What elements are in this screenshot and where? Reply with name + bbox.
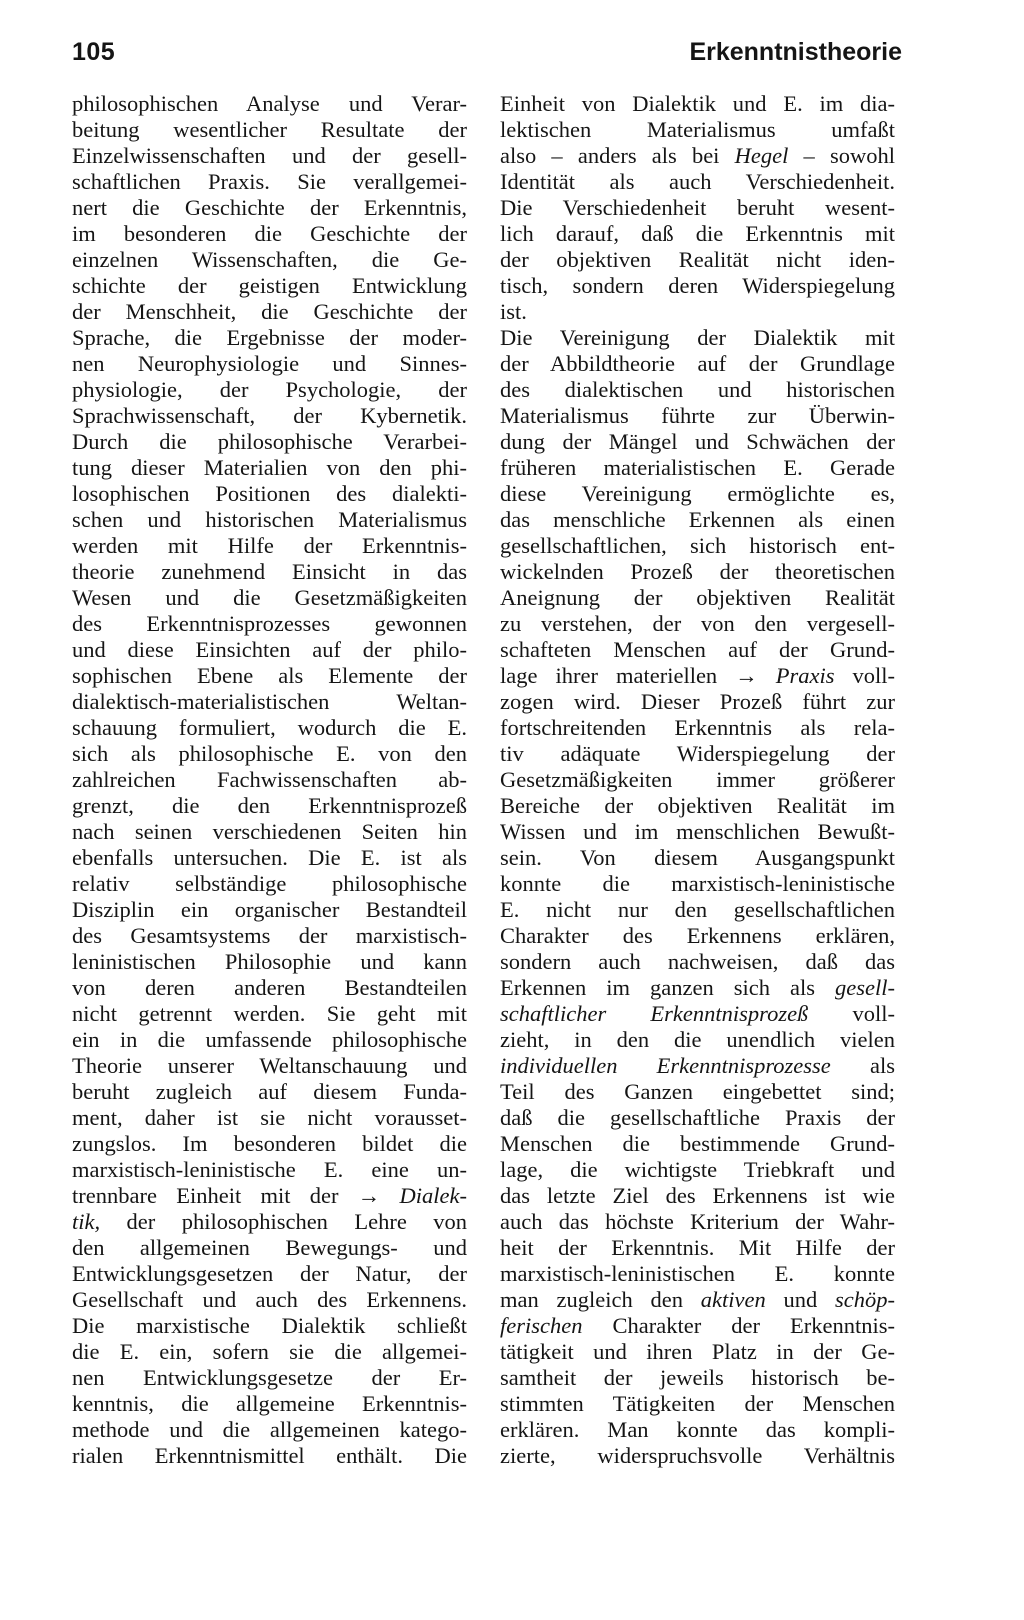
text-line — [72, 221, 467, 247]
text-line — [72, 143, 467, 169]
text-run: der Menschheit, die Geschichte der — [72, 299, 467, 324]
text-run: nen Neurophysiologie und Sinnes- — [72, 351, 467, 376]
text-line — [500, 1365, 895, 1391]
text-run: physiologie, der Psychologie, der — [72, 377, 467, 402]
running-head: Erkenntnistheorie — [689, 38, 902, 66]
text-line — [500, 1417, 895, 1443]
text-run: trennbare Einheit mit der → — [72, 1183, 400, 1208]
text-run: sich als philosophische E. von den — [72, 741, 467, 766]
text-line — [72, 741, 467, 767]
text-run: ment, daher ist sie nicht vorausset- — [72, 1105, 467, 1130]
text-line — [500, 559, 895, 585]
text-run: auch das höchste Kriterium der Wahr- — [500, 1209, 895, 1234]
text-run: Sprache, die Ergebnisse der moder- — [72, 325, 467, 350]
text-line — [500, 871, 895, 897]
text-run: beitung wesentlicher Resultate der — [72, 117, 467, 142]
text-run: im besonderen die Geschichte der — [72, 221, 467, 246]
text-run: Charakter der Erkenntnis- — [582, 1313, 895, 1338]
text-run: Menschen die bestimmende Grund- — [500, 1131, 895, 1156]
text-run: Disziplin ein organischer Bestandteil — [72, 897, 467, 922]
text-line — [72, 1417, 467, 1443]
text-line — [72, 377, 467, 403]
text-run: beruht zugleich auf diesem Funda- — [72, 1079, 467, 1104]
text-run: ein in die umfassende philosophische — [72, 1027, 467, 1052]
text-line — [500, 195, 895, 221]
text-line — [72, 897, 467, 923]
text-run: nert die Geschichte der Erkenntnis, — [72, 195, 467, 220]
text-run: Charakter des Erkennens erklären, — [500, 923, 895, 948]
text-run: Einzelwissenschaften und der gesell- — [72, 143, 467, 168]
text-run: der Abbildtheorie auf der Grundlage — [500, 351, 895, 376]
text-line — [72, 845, 467, 871]
text-run: nen Entwicklungsgesetze der Er- — [72, 1365, 467, 1390]
text-line — [72, 1287, 467, 1313]
text-line — [72, 169, 467, 195]
text-line — [500, 1131, 895, 1157]
text-run: das menschliche Erkennen als einen — [500, 507, 895, 532]
text-run: – sowohl — [788, 143, 895, 168]
italic-term: individuellen Erkenntnisprozesse — [500, 1053, 831, 1078]
text-run: einzelnen Wissenschaften, die Ge- — [72, 247, 467, 272]
text-line — [72, 429, 467, 455]
text-line — [72, 481, 467, 507]
text-line — [500, 143, 895, 169]
text-run: ebenfalls untersuchen. Die E. ist als — [72, 845, 467, 870]
text-run: die E. ein, sofern sie die allgemei- — [72, 1339, 467, 1364]
text-line — [72, 1183, 467, 1209]
text-line — [72, 793, 467, 819]
text-line — [500, 429, 895, 455]
text-run: schafteten Menschen auf der Grund- — [500, 637, 895, 662]
text-run: von deren anderen Bestandteilen — [72, 975, 467, 1000]
text-run: heit der Erkenntnis. Mit Hilfe der — [500, 1235, 895, 1260]
text-line — [500, 585, 895, 611]
text-run: samtheit der jeweils historisch be- — [500, 1365, 895, 1390]
text-run: voll- — [808, 1001, 895, 1026]
text-line — [72, 533, 467, 559]
text-run: philosophischen Analyse und Verar- — [72, 91, 467, 116]
text-run: nicht getrennt werden. Sie geht mit — [72, 1001, 467, 1026]
text-run: leninistischen Philosophie und kann — [72, 949, 467, 974]
text-run: werden mit Hilfe der Erkenntnis- — [72, 533, 467, 558]
text-line — [500, 403, 895, 429]
text-run: zogen wird. Dieser Prozeß führt zur — [500, 689, 895, 714]
text-line — [500, 819, 895, 845]
text-run: tung dieser Materialien von den phi- — [72, 455, 467, 480]
text-line — [500, 1001, 895, 1027]
text-run: den allgemeinen Bewegungs- und — [72, 1235, 467, 1260]
text-run: fortschreitenden Erkenntnis als rela- — [500, 715, 895, 740]
text-line — [72, 1339, 467, 1365]
text-line — [72, 923, 467, 949]
text-run: tätigkeit und ihren Platz in der Ge- — [500, 1339, 895, 1364]
text-run: man zugleich den — [500, 1287, 701, 1312]
text-line — [72, 715, 467, 741]
text-run: Wissen und im menschlichen Bewußt- — [500, 819, 895, 844]
text-line — [72, 1209, 467, 1235]
text-run: marxistisch-leninistische E. eine un- — [72, 1157, 467, 1182]
text-line — [72, 1391, 467, 1417]
text-run: und — [765, 1287, 836, 1312]
text-line — [72, 1053, 467, 1079]
text-line — [500, 1339, 895, 1365]
text-line — [72, 637, 467, 663]
italic-term: schaftlicher Erkenntnisprozeß — [500, 1001, 809, 1026]
text-line — [72, 819, 467, 845]
text-line — [72, 585, 467, 611]
text-run: zahlreichen Fachwissenschaften ab- — [72, 767, 467, 792]
text-run: zungslos. Im besonderen bildet die — [72, 1131, 467, 1156]
text-line — [500, 1313, 895, 1339]
text-run: lage ihrer materiellen → — [500, 663, 776, 688]
text-run: rialen Erkenntnismittel enthält. Die — [72, 1443, 467, 1468]
text-line — [500, 1443, 895, 1469]
text-line — [500, 949, 895, 975]
left-text-column — [72, 91, 467, 1469]
text-run: der objektiven Realität nicht iden- — [500, 247, 895, 272]
text-run: theorie zunehmend Einsicht in das — [72, 559, 467, 584]
text-run: losophischen Positionen des dialekti- — [72, 481, 467, 506]
text-line — [72, 299, 467, 325]
text-line — [500, 767, 895, 793]
text-run: des dialektischen und historischen — [500, 377, 895, 402]
text-run: schichte der geistigen Entwicklung — [72, 273, 467, 298]
text-run: relativ selbständige philosophische — [72, 871, 467, 896]
text-line — [500, 1105, 895, 1131]
text-line — [72, 195, 467, 221]
text-run: schaftlichen Praxis. Sie verallgemei- — [72, 169, 467, 194]
text-run: erklären. Man konnte das kompli- — [500, 1417, 895, 1442]
text-line — [500, 923, 895, 949]
text-run: Identität als auch Verschiedenheit. — [500, 169, 895, 194]
text-line — [72, 455, 467, 481]
text-run: Sprachwissenschaft, der Kybernetik. — [72, 403, 467, 428]
text-line — [500, 1287, 895, 1313]
text-line — [72, 975, 467, 1001]
text-run: dialektisch-materialistischen Weltan- — [72, 689, 467, 714]
text-line — [500, 273, 895, 299]
text-line — [500, 1053, 895, 1079]
text-line — [72, 767, 467, 793]
right-text-column — [500, 91, 895, 1469]
text-line — [500, 1157, 895, 1183]
text-run: Die Verschiedenheit beruht wesent- — [500, 195, 895, 220]
text-run: Teil des Ganzen eingebettet sind; — [500, 1079, 895, 1104]
page-number: 105 — [72, 38, 116, 66]
text-run: also – anders als bei — [500, 143, 735, 168]
text-run: grenzt, die den Erkenntnisprozeß — [72, 793, 467, 818]
text-run: des Gesamtsystems der marxistisch- — [72, 923, 467, 948]
italic-term: aktiven — [700, 1287, 766, 1312]
text-line — [72, 247, 467, 273]
text-run: Durch die philosophische Verarbei- — [72, 429, 467, 454]
text-run: Einheit von Dialektik und E. im dia- — [500, 91, 895, 116]
italic-term: gesell- — [835, 975, 895, 1000]
italic-term: Hegel — [734, 143, 789, 168]
text-line — [500, 299, 895, 325]
text-line — [72, 1157, 467, 1183]
text-run: Theorie unserer Weltanschauung und — [72, 1053, 467, 1078]
text-line — [72, 559, 467, 585]
text-line — [72, 1131, 467, 1157]
text-run: konnte die marxistisch-leninistische — [500, 871, 895, 896]
text-run: tiv adäquate Widerspiegelung der — [500, 741, 895, 766]
text-run: der philosophischen Lehre von — [100, 1209, 467, 1234]
text-line — [72, 663, 467, 689]
text-line — [500, 1079, 895, 1105]
text-run: Gesetzmäßigkeiten immer größerer — [500, 767, 895, 792]
text-run: ist. — [500, 299, 527, 324]
text-line — [500, 455, 895, 481]
text-line — [72, 611, 467, 637]
text-line — [500, 533, 895, 559]
text-line — [500, 1261, 895, 1287]
text-line — [72, 689, 467, 715]
text-run: Entwicklungsgesetzen der Natur, der — [72, 1261, 467, 1286]
italic-term: Dialek- — [399, 1183, 467, 1208]
text-run: tisch, sondern deren Widerspiegelung — [500, 273, 895, 298]
text-line — [500, 247, 895, 273]
text-run: und diese Einsichten auf der philo- — [72, 637, 467, 662]
text-run: Bereiche der objektiven Realität im — [500, 793, 895, 818]
text-line — [72, 1261, 467, 1287]
italic-term: ferischen — [500, 1313, 583, 1338]
text-line — [72, 1313, 467, 1339]
text-run: Erkennen im ganzen sich als — [500, 975, 836, 1000]
text-line — [500, 663, 895, 689]
text-run: Materialismus führte zur Überwin- — [500, 403, 895, 428]
text-run: dung der Mängel und Schwächen der — [500, 429, 895, 454]
text-line — [72, 1105, 467, 1131]
italic-term: Praxis — [775, 663, 835, 688]
text-run: früheren materialistischen E. Gerade — [500, 455, 895, 480]
text-line — [72, 1443, 467, 1469]
italic-term: tik, — [72, 1209, 101, 1234]
text-line — [500, 741, 895, 767]
text-line — [72, 507, 467, 533]
text-line — [500, 689, 895, 715]
text-line — [500, 1235, 895, 1261]
text-line — [500, 845, 895, 871]
text-line — [500, 351, 895, 377]
text-run: sophischen Ebene als Elemente der — [72, 663, 467, 688]
text-run: diese Vereinigung ermöglichte es, — [500, 481, 895, 506]
text-line — [72, 325, 467, 351]
text-line — [500, 1183, 895, 1209]
text-line — [72, 1027, 467, 1053]
text-run: gesellschaftlichen, sich historisch ent- — [500, 533, 895, 558]
text-run: Aneignung der objektiven Realität — [500, 585, 895, 610]
text-line — [500, 1209, 895, 1235]
text-run: als — [830, 1053, 895, 1078]
text-line — [500, 117, 895, 143]
text-line — [72, 1001, 467, 1027]
text-line — [500, 221, 895, 247]
text-line — [500, 897, 895, 923]
text-line — [500, 1391, 895, 1417]
text-line — [72, 1235, 467, 1261]
text-line — [500, 481, 895, 507]
text-run: Die Vereinigung der Dialektik mit — [500, 325, 895, 350]
text-line — [72, 273, 467, 299]
text-line — [72, 1079, 467, 1105]
text-run: sondern auch nachweisen, daß das — [500, 949, 895, 974]
text-run: voll- — [834, 663, 895, 688]
text-run: nach seinen verschiedenen Seiten hin — [72, 819, 467, 844]
text-run: marxistisch-leninistischen E. konnte — [500, 1261, 895, 1286]
text-run: lage, die wichtigste Triebkraft und — [500, 1157, 895, 1182]
text-run: schauung formuliert, wodurch die E. — [72, 715, 467, 740]
text-run: zierte, widerspruchsvolle Verhältnis — [500, 1443, 895, 1468]
text-run: methode und die allgemeinen katego- — [72, 1417, 467, 1442]
text-line — [500, 793, 895, 819]
text-line — [500, 975, 895, 1001]
italic-term: schöp- — [835, 1287, 896, 1312]
text-run: daß die gesellschaftliche Praxis der — [500, 1105, 895, 1130]
text-line — [500, 507, 895, 533]
text-run: Die marxistische Dialektik schließt — [72, 1313, 467, 1338]
text-line — [72, 91, 467, 117]
text-run: wickelnden Prozeß der theoretischen — [500, 559, 895, 584]
text-run: des Erkenntnisprozesses gewonnen — [72, 611, 467, 636]
text-run: Gesellschaft und auch des Erkennens. — [72, 1287, 467, 1312]
text-line — [72, 1365, 467, 1391]
text-line — [72, 117, 467, 143]
text-line — [500, 611, 895, 637]
text-line — [500, 91, 895, 117]
text-run: stimmten Tätigkeiten der Menschen — [500, 1391, 895, 1416]
text-line — [500, 377, 895, 403]
text-line — [500, 325, 895, 351]
text-line — [72, 871, 467, 897]
text-run: lich darauf, daß die Erkenntnis mit — [500, 221, 895, 246]
text-run: Wesen und die Gesetzmäßigkeiten — [72, 585, 467, 610]
text-run: zu verstehen, der von den vergesell- — [500, 611, 895, 636]
text-run: zieht, in den die unendlich vielen — [500, 1027, 895, 1052]
text-run: lektischen Materialismus umfaßt — [500, 117, 895, 142]
text-line — [72, 403, 467, 429]
text-line — [72, 351, 467, 377]
text-line — [500, 169, 895, 195]
text-run: E. nicht nur den gesellschaftlichen — [500, 897, 895, 922]
text-run: kenntnis, die allgemeine Erkenntnis- — [72, 1391, 467, 1416]
text-run: das letzte Ziel des Erkennens ist wie — [500, 1183, 895, 1208]
text-run: sein. Von diesem Ausgangspunkt — [500, 845, 895, 870]
text-line — [500, 1027, 895, 1053]
text-line — [500, 637, 895, 663]
text-line — [500, 715, 895, 741]
text-run: schen und historischen Materialismus — [72, 507, 467, 532]
text-line — [72, 949, 467, 975]
